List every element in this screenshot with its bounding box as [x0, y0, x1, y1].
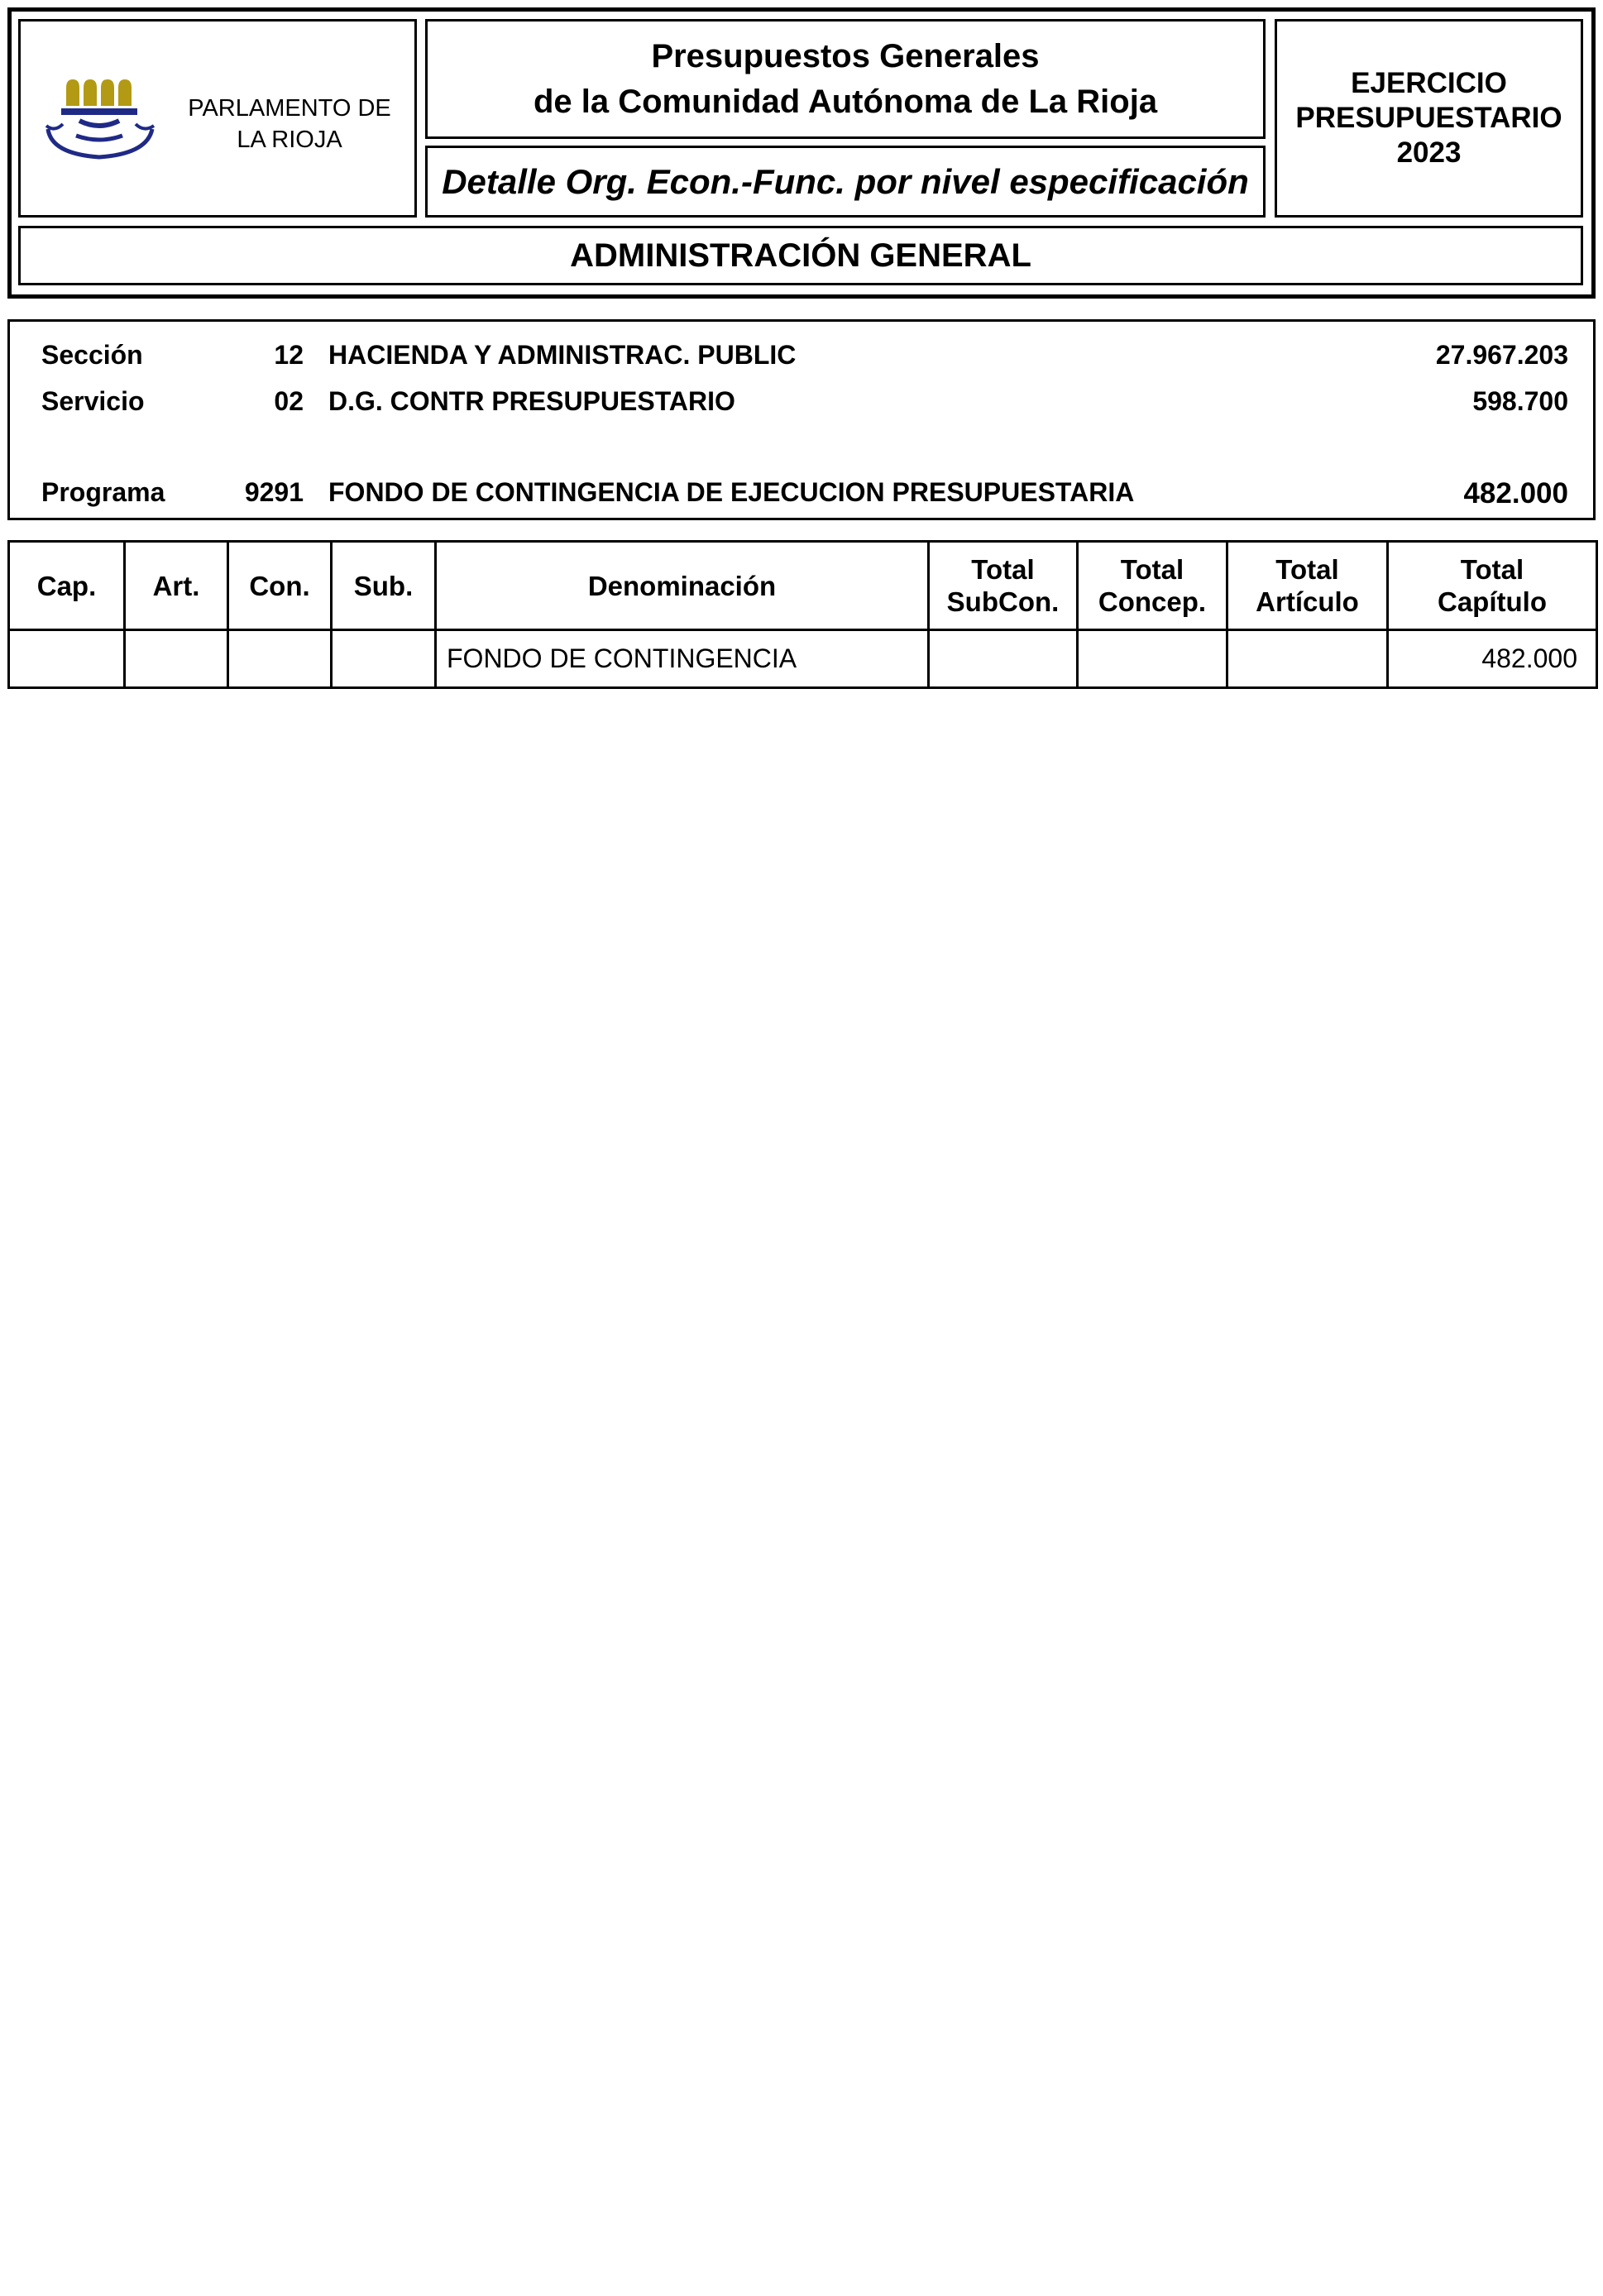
servicio-name: D.G. CONTR PRESUPUESTARIO: [328, 386, 735, 416]
servicio-code: 02: [274, 386, 304, 416]
subtitle: Detalle Org. Econ.-Func. por nivel especificación: [442, 161, 1249, 201]
title-line1: Presupuestos Generales: [651, 37, 1040, 74]
programa-amount: 482.000: [1463, 477, 1568, 509]
servicio-amount: 598.700: [1472, 386, 1568, 416]
header-total-concep: [1078, 542, 1227, 630]
servicio-label: Servicio: [41, 386, 145, 416]
seccion-amount: 27.967.203: [1435, 340, 1568, 370]
logo-text: [170, 93, 409, 155]
header-total-articulo: [1227, 542, 1388, 630]
header-total-articulo-line1: Total: [1275, 554, 1339, 585]
header-total-capitulo: [1388, 542, 1597, 630]
info-frame: [7, 319, 1596, 520]
header-sub: Sub.: [332, 542, 436, 630]
header-total-concep-line2: Concep.: [1098, 586, 1207, 617]
header-total-articulo-line2: Artículo: [1256, 586, 1359, 617]
seccion-label: Sección: [41, 340, 143, 370]
cell-denominacion: FONDO DE CONTINGENCIA: [436, 630, 929, 688]
ejercicio-box: [1275, 19, 1583, 218]
cell-cap: [9, 630, 125, 688]
ejercicio-line2: PRESUPUESTARIO: [1295, 102, 1562, 134]
admin-box: [18, 226, 1583, 285]
header-art: Art.: [125, 542, 228, 630]
seccion-code: 12: [274, 340, 304, 370]
ejercicio-line1: EJERCICIO: [1351, 67, 1507, 99]
cell-art: [125, 630, 228, 688]
header-total-subcon: [929, 542, 1078, 630]
ejercicio-year: 2023: [1396, 136, 1462, 169]
programa-code: 9291: [244, 477, 304, 507]
header-cap: Cap.: [9, 542, 125, 630]
cell-total-subcon: [929, 630, 1078, 688]
header-total-subcon-line2: SubCon.: [946, 586, 1060, 617]
cell-total-concep: [1078, 630, 1227, 688]
header-total-subcon-line1: Total: [971, 554, 1035, 585]
programa-label: Programa: [41, 477, 165, 507]
detail-table: [7, 540, 1598, 689]
table-row: [9, 630, 1597, 688]
header-total-capitulo-line2: Capítulo: [1438, 586, 1547, 617]
admin-title: ADMINISTRACIÓN GENERAL: [570, 237, 1031, 274]
logo-text-line1: PARLAMENTO DE: [188, 95, 391, 122]
seccion-name: HACIENDA Y ADMINISTRAC. PUBLIC: [328, 340, 797, 370]
programa-name: FONDO DE CONTINGENCIA DE EJECUCION PRESUPUESTARIA: [328, 477, 1135, 507]
cell-total-articulo: [1227, 630, 1388, 688]
header-con: Con.: [228, 542, 332, 630]
title-line2: de la Comunidad Autónoma de La Rioja: [533, 83, 1158, 120]
header-total-concep-line1: Total: [1120, 554, 1184, 585]
header-total-capitulo-line1: Total: [1460, 554, 1524, 585]
subtitle-box: [425, 146, 1266, 218]
header-denominacion: Denominación: [436, 542, 929, 630]
logo-text-line2: LA RIOJA: [237, 127, 342, 153]
title-box: [425, 19, 1266, 139]
cell-con: [228, 630, 332, 688]
cell-sub: [332, 630, 436, 688]
parlamento-logo-icon: [33, 71, 182, 170]
table-header-row: [9, 542, 1597, 630]
cell-total-capitulo: 482.000: [1388, 630, 1597, 688]
